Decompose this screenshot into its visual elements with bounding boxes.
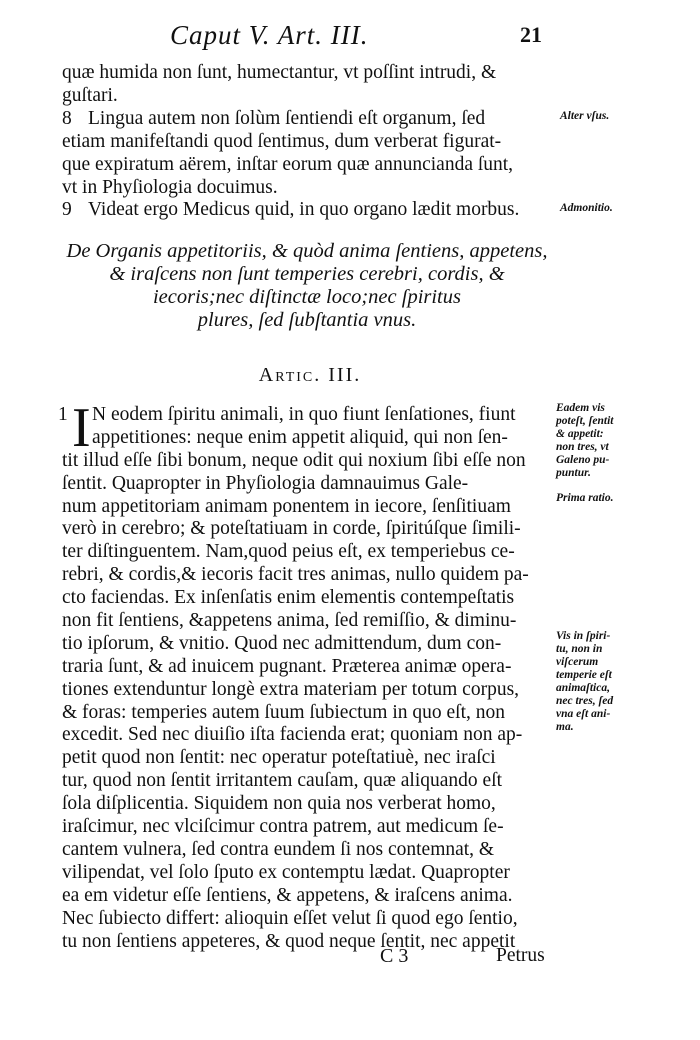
drop-cap: I	[72, 397, 91, 459]
text-line: que expiratum aërem, inſtar eorum quæ annuncianda ſunt,	[62, 153, 514, 175]
text-line: excedit. Sed nec diuiſio iſta facienda erat; quoniam non ap-	[62, 724, 523, 746]
text-line: tu non ſentiens appeteres, & quod neque ſentit, nec appetit	[62, 930, 516, 952]
text-line: ſola diſplicentia. Siquidem non quia nos verberat homo,	[62, 793, 496, 815]
text-line: cto faciendas. Ex inſenſatis enim elementis contempeſtatis	[62, 587, 515, 609]
running-header	[0, 20, 700, 60]
text-line: ter diſtinguentem. Nam,quod peius eſt, ex temperiebus ce-	[62, 541, 515, 563]
paragraph-number: 1	[58, 404, 68, 425]
text-line: traria ſunt, & ad inuicem pugnant. Præterea animæ opera-	[62, 655, 512, 677]
text-line: & foras: temperies autem ſuum ſubiectum in quo eſt, non	[62, 701, 505, 723]
text-line: vilipendat, vel ſolo ſputo ex contemptu lædat. Quapropter	[62, 861, 510, 883]
article-heading: Artic. III.	[258, 364, 362, 386]
section-title-line: De Organis appetitoriis, & quòd anima ſentiens, appetens,	[66, 240, 548, 262]
catchword: Petrus	[496, 945, 545, 966]
text-line: tiones extenduntur longè extra materiam per totum corpus,	[62, 678, 520, 700]
text-line: vt in Phyſiologia docuimus.	[62, 176, 278, 198]
text-line: petit quod non ſentit: nec operatur poteſtatiuè, nec iraſci	[62, 747, 496, 769]
text-line: ea em videtur eſſe ſentiens, & appetens, & iraſcens anima.	[62, 884, 513, 906]
text-line: etiam manifeſtandi quod ſentimus, dum verberat figurat-	[62, 130, 502, 152]
text-line: Lingua autem non ſolùm ſentiendi eſt organum, ſed	[88, 108, 486, 129]
text-line: quæ humida non ſunt, humectantur, vt poſſint intrudi, &	[62, 62, 497, 83]
margin-note-vis-in-spiritu: Vis in ſpiri- tu, non in viſcerum temperie eſt animaſtica, nec tres, ſed vna eſt ani- ma.	[556, 630, 614, 733]
text-line: Videat ergo Medicus quid, in quo organo lædit morbus.	[88, 199, 520, 220]
text-line: N eodem ſpiritu animali, in quo fiunt ſenſationes, fiunt	[92, 404, 516, 425]
margin-note-eadem-vis: Eadem vis poteſt, ſentit & appetit: non tres, vt Galeno pu- puntur.	[556, 402, 614, 479]
text-line: Nec ſubiecto differt: alioquin eſſet velut ſi quod ego ſentio,	[62, 907, 518, 929]
body-first-lines	[92, 404, 552, 450]
running-title: Caput V. Art. III.	[170, 20, 369, 50]
margin-note-prima-ratio: Prima ratio.	[556, 492, 614, 504]
text-line: verò in cerebro; & poteſtatiuam in corde, ſpiritúſque ſimili-	[62, 518, 521, 540]
paragraph-9	[62, 199, 552, 222]
paragraph-number: 8	[62, 108, 72, 129]
margin-note-admonitio: Admonitio.	[560, 202, 613, 214]
text-line: guſtari.	[62, 84, 118, 106]
text-line: rebri, & cordis,& iecoris facit tres animas, nullo quidem pa-	[62, 564, 529, 586]
text-line: cantem vulnera, ſed contra eundem ſi nos contemnat, &	[62, 838, 495, 860]
section-title-line: plures, ſed ſubſtantia vnus.	[197, 308, 417, 331]
text-line: appetitiones: neque enim appetit aliquid, qui non ſen-	[92, 426, 508, 448]
section-title	[62, 240, 552, 332]
signature-mark: C 3	[380, 945, 409, 967]
paragraph-number: 9	[62, 199, 72, 220]
page-number: 21	[520, 22, 542, 47]
text-line: non fit ſentiens, &appetens anima, ſed remiſſio, & diminu-	[62, 610, 517, 632]
section-title-line: & iraſcens non ſunt temperies cerebri, cordis, &	[109, 262, 505, 285]
top-continuation	[62, 62, 552, 108]
section-title-line: iecoris;nec diſtinctæ loco;nec ſpiritus	[152, 285, 461, 308]
text-line: num appetitoriam animam ponentem in iecore, ſenſitiuam	[62, 495, 511, 517]
text-line: tur, quod non ſentit irritantem cauſam, quæ aliquando eſt	[62, 770, 503, 792]
paragraph-8	[62, 108, 552, 200]
text-line: tio ipſorum, & vnitio. Quod nec admittendum, dum con-	[62, 632, 502, 654]
text-line: ſentit. Quapropter in Phyſiologia damnauimus Gale-	[62, 472, 469, 494]
text-line: iraſcimur, nec vlciſcimur contra patrem, aut medicum ſe-	[62, 816, 504, 838]
body-text	[62, 450, 552, 954]
margin-note-alter-usus: Alter vſus.	[560, 110, 610, 122]
text-line: tit illud eſſe ſibi bonum, neque odit qui noxium ſibi eſſe non	[62, 449, 526, 471]
